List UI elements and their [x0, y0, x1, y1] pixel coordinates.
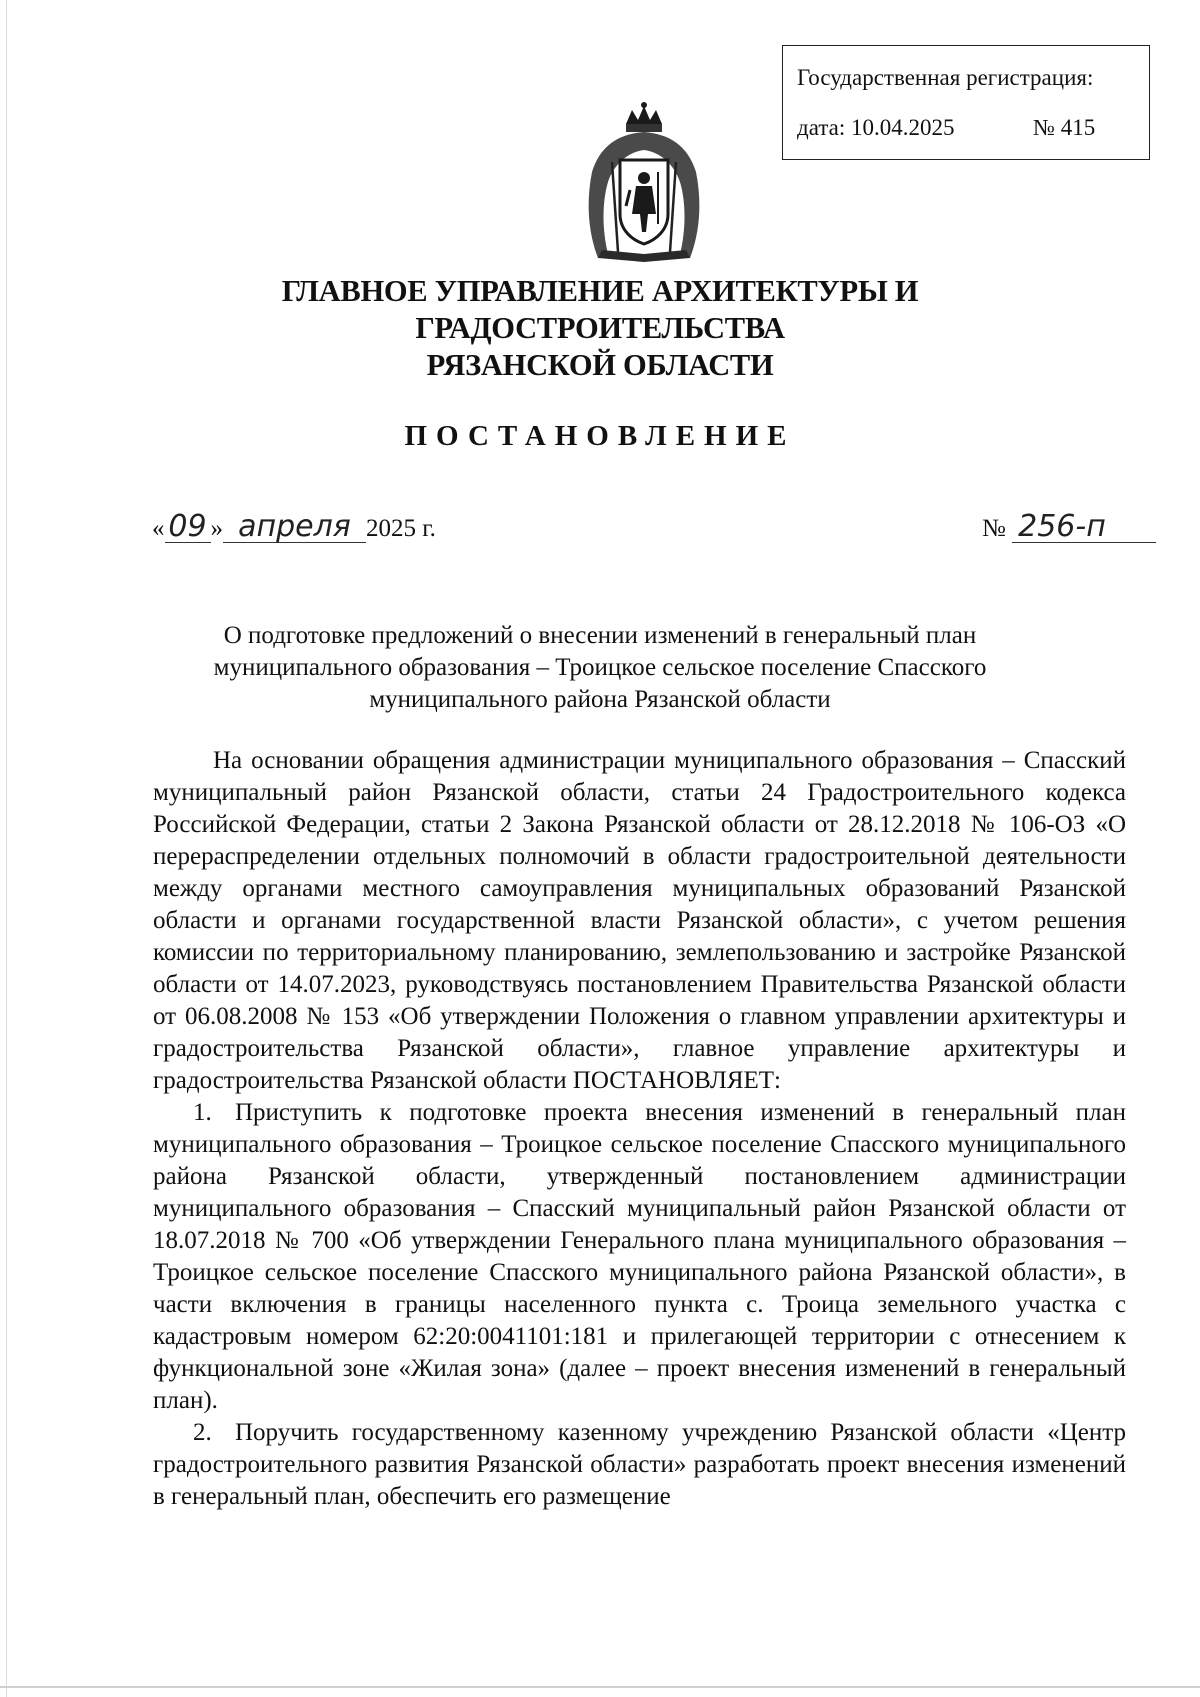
subject-line: муниципального района Рязанской области	[369, 686, 831, 713]
date-month-handwritten: апреля	[223, 512, 366, 543]
document-number	[982, 509, 1156, 544]
clause-text: Поручить государственному казенному учреждению Рязанской области «Центр градостроительного развития Рязанской области» разработать проект внесения изменений в генеральный план, обеспечить его размещение	[153, 1419, 1126, 1510]
date-day-handwritten: 09	[165, 512, 211, 543]
registration-title: Государственная регистрация:	[797, 65, 1094, 90]
registration-date: дата: 10.04.2025	[797, 115, 955, 140]
preamble-paragraph: На основании обращения администрации муниципального образования – Спасский муниципальный район Рязанской области, статьи 24 Градостроительного кодекса Российской Федерации, статьи 2 Закона Рязанской области от 28.12.2018 № 106-ОЗ «О перераспределении отдельных полномочий в области градостроительной деятельности между органами местного самоуправления муниципальных образований Рязанской области и органами государственной власти Рязанской области», с учетом решения комиссии по территориальному планированию, землепользованию и застройке Рязанской области от 14.07.2023, руководствуясь постановлением Правительства Рязанской области от 06.08.2008 № 153 «Об утверждении Положения о главном управлении архитектуры и градостроительства Рязанской области», главное управление архитектуры и градостроительства Рязанской области ПОСТАНОВЛЯЕТ:	[153, 747, 1126, 1094]
scan-edge-left	[6, 0, 7, 1697]
date-year: 2025 г.	[366, 515, 436, 542]
scan-edge-bottom	[0, 1686, 1200, 1688]
organization-title	[100, 273, 1100, 384]
organization-title-line1: ГЛАВНОЕ УПРАВЛЕНИЕ АРХИТЕКТУРЫ И ГРАДОСТРОИТЕЛЬСТВА	[281, 274, 919, 345]
clause-number: 2.	[193, 1419, 212, 1446]
clause-number: 1.	[193, 1099, 212, 1126]
clause-1	[153, 1097, 1126, 1417]
document-type: ПОСТАНОВЛЕНИЕ	[404, 420, 796, 452]
registration-number: № 415	[1033, 115, 1096, 140]
ryazan-coat-of-arms-icon	[578, 102, 710, 264]
document-body	[153, 745, 1126, 1513]
number-handwritten: 256-п	[1012, 512, 1156, 543]
clause-text: Приступить к подготовке проекта внесения изменений в генеральный план муниципального образования – Троицкое сельское поселение Спасского муниципального района Рязанской области, утвержденный постановлением администрации муниципального образования – Спасский муниципальный район Рязанской области от 18.07.2018 № 700 «Об утверждении Генерального плана муниципального образования – Троицкое сельское поселение Спасского муниципального района Рязанской области», в части включения в границы населенного пункта с. Троица земельного участка с кадастровым номером 62:20:0041101:181 и прилегающей территории с отнесением к функциональной зоне «Жилая зона» (далее – проект внесения изменений в генеральный план).	[153, 1099, 1126, 1414]
organization-title-line2: РЯЗАНСКОЙ ОБЛАСТИ	[426, 348, 774, 382]
registration-stamp	[782, 45, 1150, 160]
subject-line: муниципального образования – Троицкое сельское поселение Спасского	[213, 654, 987, 681]
subject-line: О подготовке предложений о внесении изменений в генеральный план	[223, 622, 977, 649]
document-date	[152, 509, 436, 544]
document-subject	[120, 620, 1080, 716]
clause-2	[153, 1417, 1126, 1513]
number-prefix: №	[982, 515, 1006, 542]
date-open-quote: «	[152, 515, 165, 542]
date-close-quote: »	[210, 515, 223, 542]
